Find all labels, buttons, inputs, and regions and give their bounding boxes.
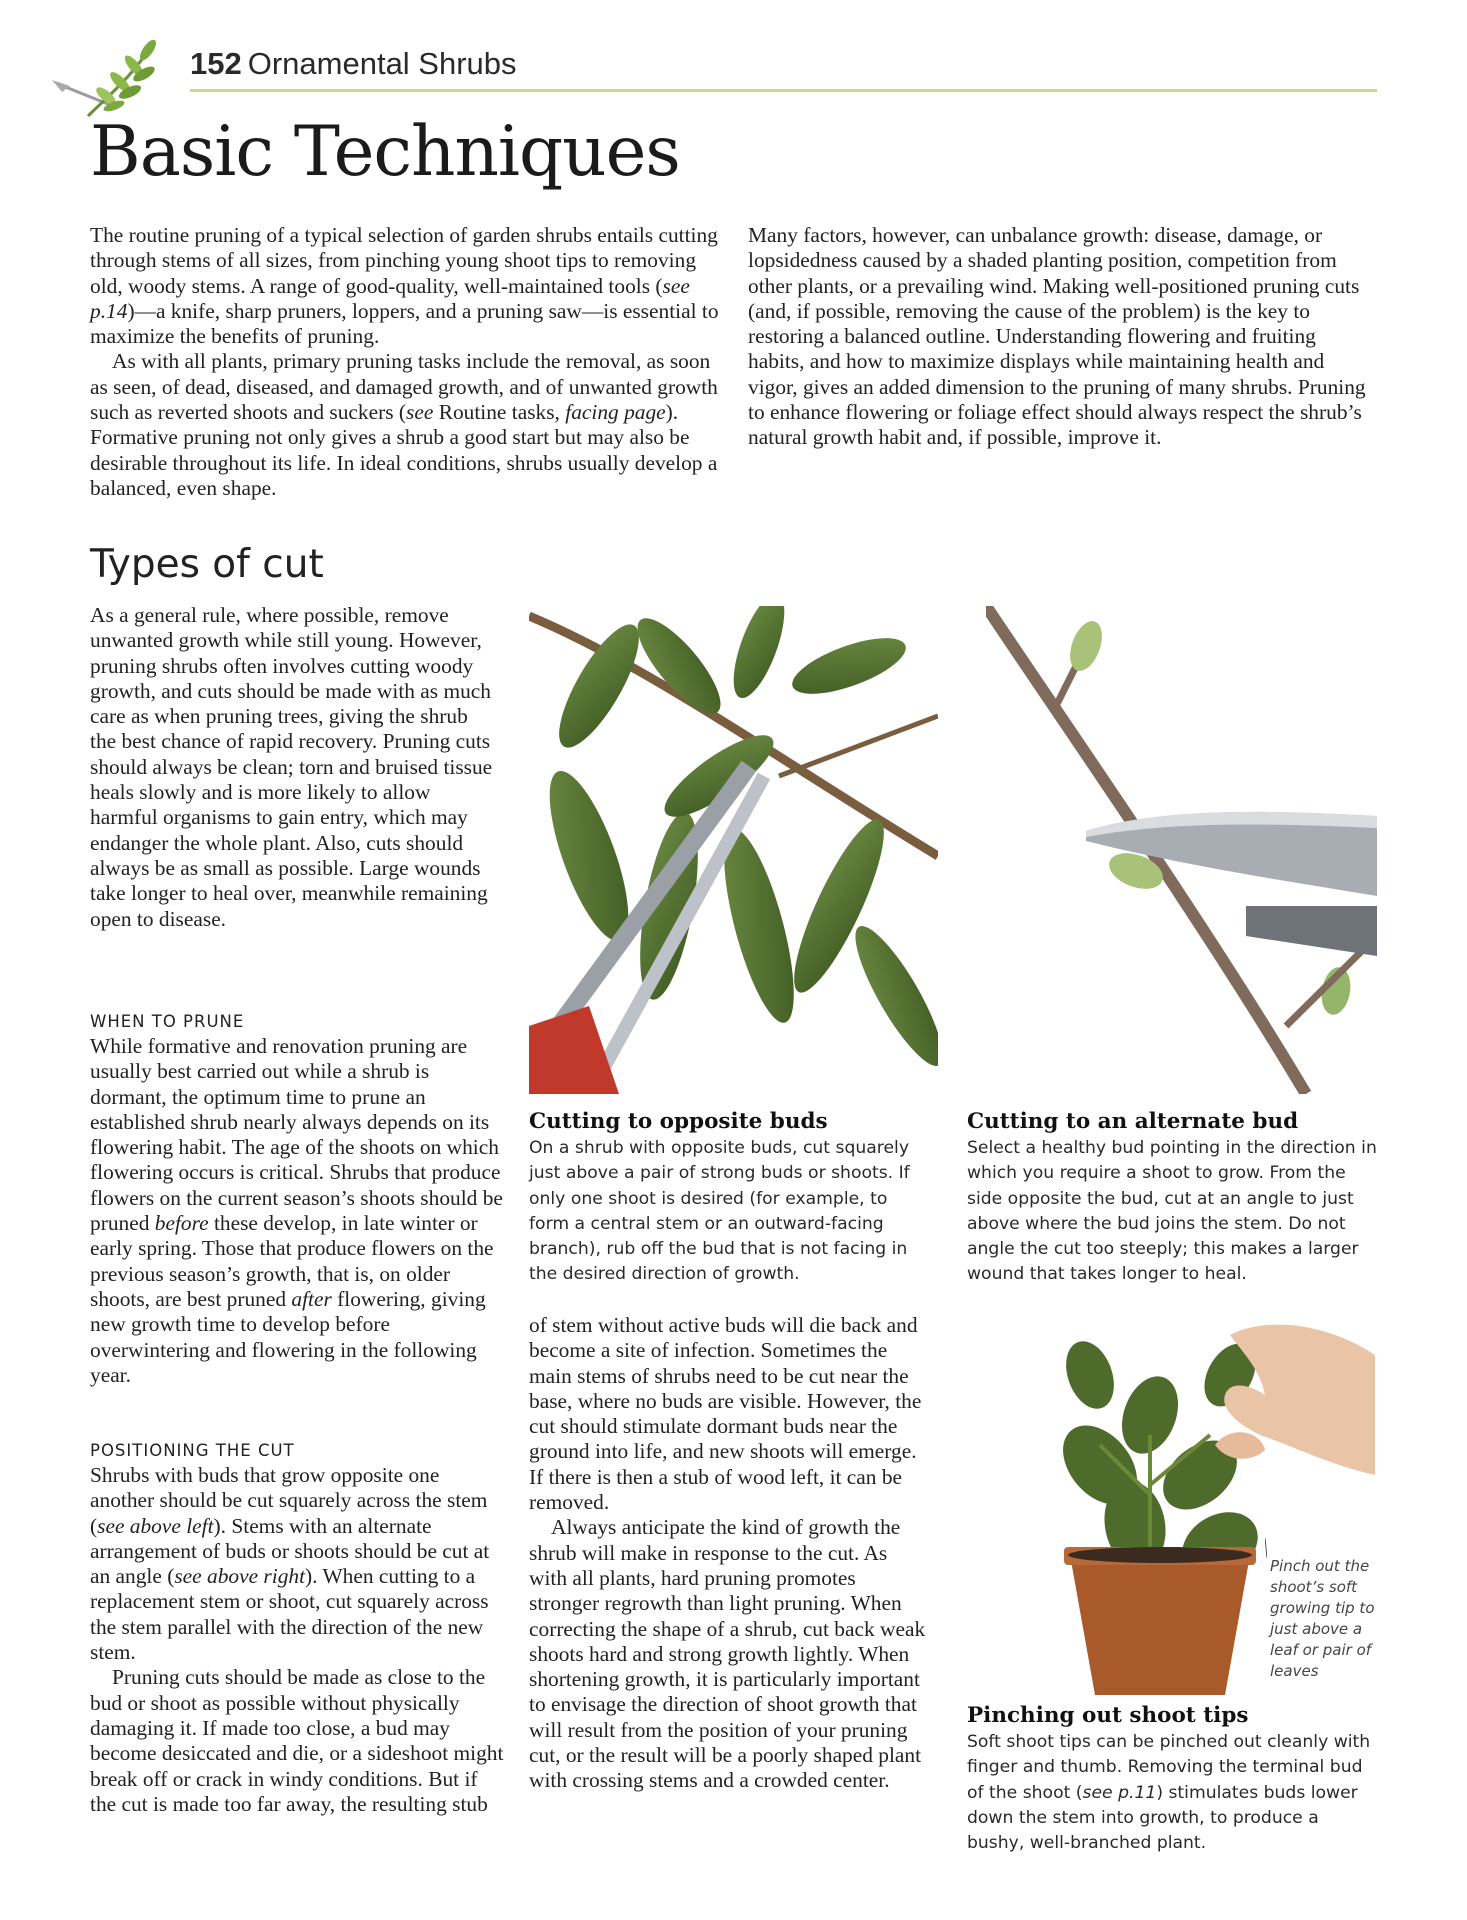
text-run: While formative and renovation pruning are usually best carried out while a shrub is dormant, the optimum time to prune an established shrub nearly always depends on its flowering habit. The age of the shoots on which flowering occurs is critical. Shrubs that produce flowers on the current season’s shoots should be pruned: [90, 1034, 503, 1236]
text-run: Soft shoot tips can be pinched out cleanly with finger and thumb. Removing the terminal bud of the shoot (: [967, 1732, 1371, 1803]
intro-paragraph-2: [90, 349, 720, 501]
text-run: flowering, giving new growth time to develop before overwintering and flowering in the following year.: [90, 1286, 486, 1387]
text-run: ). When cutting to a replacement stem or shoot, cut squarely across the stem parallel with the direction of the new stem.: [90, 1564, 489, 1665]
alternate-bud-caption: [967, 1136, 1377, 1288]
opposite-buds-caption: [529, 1136, 919, 1288]
alternate-bud-photo: [986, 606, 1377, 1094]
alternate-bud-title: Cutting to an alternate bud: [967, 1109, 1299, 1134]
types-intro-text: [90, 603, 495, 932]
cross-reference: facing page: [565, 400, 666, 425]
caption-text: [967, 1730, 1377, 1856]
intro-paragraph-3: Many factors, however, can unbalance growth: disease, damage, or lopsidedness caused by a shaded planting position, competition from other plants, or a prevailing wind. Making well-positioned pruning cuts (and, if possible, removing the cause of the problem) is the key to restoring a balanced outline. Understanding flowering and fruiting habits, and how to maximize displays while maintaining health and vigor, gives an added dimension to the pruning of many shrubs. Pruning to enhance flowering or foliage effect should always respect the shrub’s natural growth habit and, if possible, improve it.: [748, 223, 1366, 450]
running-head: [190, 46, 517, 82]
intro-paragraph-1: [90, 223, 720, 349]
caption-text: Select a healthy bud pointing in the direction in which you require a shoot to grow. From the side opposite the bud, cut at an angle to just above where the bud joins the stem. Do not angle the cut too steeply; this makes a larger wound that takes longer to heal.: [967, 1138, 1377, 1285]
callout-leader-line: [1265, 1538, 1267, 1558]
opposite-buds-photo: [529, 606, 938, 1094]
intro-right-column: [748, 223, 1376, 451]
cross-reference: see p.11: [1082, 1782, 1157, 1803]
cross-reference: see above right: [174, 1564, 306, 1589]
intro-left-column: [90, 223, 720, 501]
positioning-heading: POSITIONING THE CUT: [90, 1441, 295, 1460]
opposite-buds-title: Cutting to opposite buds: [529, 1109, 828, 1134]
pinching-caption: [967, 1730, 1377, 1856]
text-run: ) stimulates buds lower down the stem into growth, to produce a bushy, well-branched plant.: [967, 1782, 1358, 1854]
text-run: Routine tasks,: [433, 400, 566, 425]
header-rule: [190, 89, 1377, 92]
page-number: 152: [190, 46, 242, 81]
when-to-prune-heading: WHEN TO PRUNE: [90, 1012, 245, 1031]
positioning-text: [90, 1463, 505, 1817]
emphasis: before: [154, 1211, 209, 1236]
when-to-prune-paragraph: [90, 1034, 505, 1388]
section-heading: Types of cut: [90, 542, 324, 587]
emphasis: after: [291, 1286, 332, 1311]
continued-paragraph-2: Always anticipate the kind of growth the shrub will make in response to the cut. As with all plants, hard pruning promotes stronger regrowth than light pruning. When correcting the shape of a shrub, cut back weak shoots hard and strong growth lightly. When shortening growth, it is particularly important to envisage the direction of shoot growth that will result from the position of your pruning cut, or the result will be a poorly shaped plant with crossing stems and a crowded center.: [529, 1515, 926, 1793]
continued-paragraph-1: of stem without active buds will die back and become a site of infection. Sometimes the main stems of shrubs need to be cut near the base, where no buds are visible. However, the cut should stimulate dormant buds near the ground into life, and new shoots will emerge. If there is then a stub of wood left, it can be removed.: [529, 1313, 922, 1515]
section-title: Ornamental Shrubs: [247, 46, 517, 81]
cross-reference: see p.14: [90, 273, 690, 323]
cross-reference: see above left: [97, 1513, 214, 1538]
text-run: ). Stems with an alternate arrangement of buds or shoots should be cut at an angle (: [90, 1513, 490, 1589]
pinching-callout-note: Pinch out the shoot’s soft growing tip to just above a leaf or pair of leaves: [1270, 1557, 1375, 1680]
text-run: Shrubs with buds that grow opposite one another should be cut squarely across the stem (: [90, 1463, 488, 1538]
continued-text: [529, 1313, 929, 1794]
pinching-title: Pinching out shoot tips: [967, 1703, 1249, 1728]
text-run: )—a knife, sharp pruners, loppers, and a pruning saw—is essential to maximize the benefits of pruning.: [90, 298, 719, 349]
positioning-paragraph-1: [90, 1463, 505, 1665]
caption-text: On a shrub with opposite buds, cut squarely just above a pair of strong buds or shoots. If only one shoot is desired (for example, to form a central stem or an outward-facing branch), rub off the bud that is not facing in the desired direction of growth.: [529, 1138, 910, 1285]
types-intro-paragraph: As a general rule, where possible, remove unwanted growth while still young. However, pruning shrubs often involves cutting woody growth, and cuts should be made with as much care as when pruning trees, giving the shrub the best chance of rapid recovery. Pruning cuts should always be clean; torn and bruised tissue heals slowly and is more likely to allow harmful organisms to gain entry, which may endanger the whole plant. Also, cuts should always be as small as possible. Large wounds take longer to heal over, meanwhile remaining open to disease.: [90, 603, 493, 931]
text-run: The routine pruning of a typical selection of garden shrubs entails cutting through stems of all sizes, from pinching young shoot tips to removing old, woody stems. A range of good-quality, well-maintained tools (: [90, 223, 718, 298]
cross-reference: see: [406, 400, 434, 425]
page-title: Basic Techniques: [90, 112, 680, 192]
text-run: As with all plants, primary pruning tasks include the removal, as soon as seen, of dead, diseased, and damaged growth, and of unwanted growth such as reverted shoots and suckers (: [90, 349, 718, 425]
text-run: these develop, in late winter or early spring. Those that produce flowers on the previous season’s growth, that is, on older shoots, are best pruned: [90, 1211, 494, 1311]
text-run: ). Formative pruning not only gives a shrub a good start but may also be desirable throughout its life. In ideal conditions, shrubs usually develop a balanced, even shape.: [90, 400, 718, 500]
positioning-paragraph-2: Pruning cuts should be made as close to the bud or shoot as possible without physically damaging it. If made too close, a bud may become desiccated and die, or a sideshoot might break off or crack in windy conditions. But if the cut is made too far away, the resulting stub: [90, 1665, 504, 1816]
when-to-prune-text: [90, 1034, 505, 1388]
